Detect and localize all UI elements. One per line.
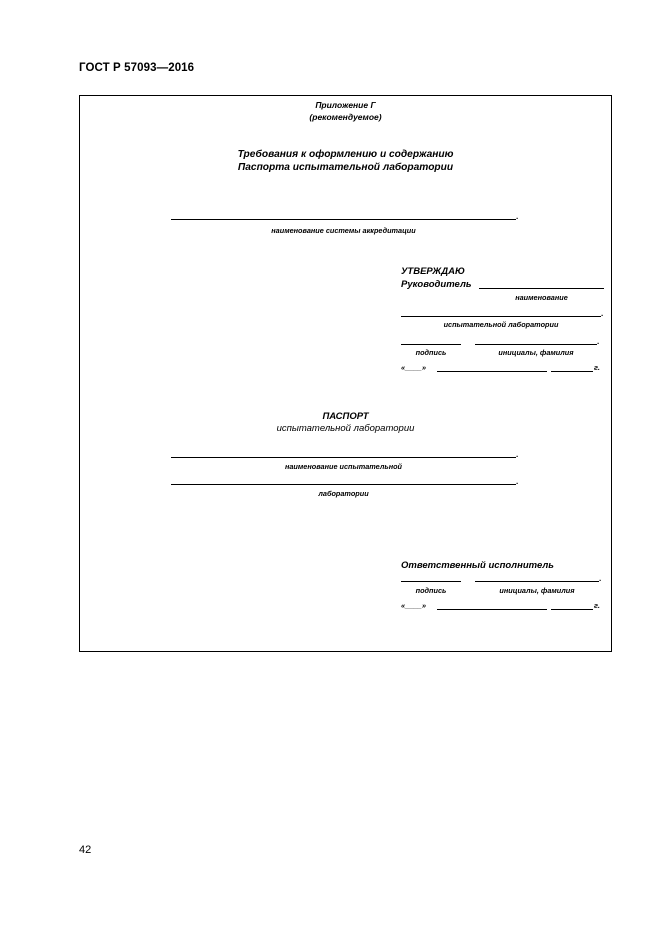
accreditation-line bbox=[171, 219, 516, 220]
head-name-caption: наименование bbox=[515, 293, 568, 302]
passport-lab-line1 bbox=[171, 457, 516, 458]
responsible-month-line bbox=[437, 609, 547, 610]
head-label: Руководитель bbox=[401, 279, 472, 290]
lab-name-line bbox=[401, 316, 601, 317]
passport-subtitle: испытательной лаборатории bbox=[276, 423, 415, 434]
responsible-signature-caption: подпись bbox=[415, 586, 447, 595]
approval-month-line bbox=[437, 371, 547, 372]
approval-year-line bbox=[551, 371, 593, 372]
responsible-initials-line-dot: . bbox=[599, 574, 602, 583]
accreditation-line-dot: . bbox=[516, 212, 519, 221]
responsible-initials-caption: инициалы, фамилия bbox=[499, 586, 575, 595]
signature-caption: подпись bbox=[415, 348, 447, 357]
standard-designation: ГОСТ Р 57093—2016 bbox=[79, 62, 195, 74]
initials-line bbox=[475, 344, 597, 345]
appendix-status: (рекомендуемое) bbox=[309, 112, 382, 122]
accreditation-caption: наименование системы аккредитации bbox=[271, 226, 416, 235]
passport-lab-caption1: наименование испытательной bbox=[284, 462, 403, 471]
responsible-initials-line bbox=[475, 581, 599, 582]
responsible-title: Ответственный исполнитель bbox=[401, 560, 554, 571]
approval-date-open: «____» bbox=[401, 363, 427, 372]
appendix-heading-line1: Требования к оформлению и содержанию bbox=[237, 149, 454, 160]
signature-line bbox=[401, 344, 461, 345]
responsible-signature-line bbox=[401, 581, 461, 582]
passport-lab-line2-dot: . bbox=[516, 477, 519, 486]
initials-line-dot: . bbox=[597, 337, 600, 346]
passport-lab-caption2: лаборатории bbox=[318, 489, 369, 498]
approval-year-suffix: г. bbox=[594, 363, 600, 372]
initials-caption: инициалы, фамилия bbox=[498, 348, 574, 357]
passport-lab-line1-dot: . bbox=[516, 450, 519, 459]
responsible-date-open: «____» bbox=[401, 601, 427, 610]
head-name-line bbox=[479, 288, 604, 289]
page-number: 42 bbox=[79, 844, 92, 856]
responsible-year-suffix: г. bbox=[594, 601, 600, 610]
appendix-heading-line2: Паспорта испытательной лаборатории bbox=[237, 162, 454, 173]
lab-name-line-dot: . bbox=[601, 309, 604, 318]
passport-lab-line2 bbox=[171, 484, 516, 485]
appendix-title: Приложение Г bbox=[315, 100, 376, 110]
responsible-year-line bbox=[551, 609, 593, 610]
lab-name-caption: испытательной лаборатории bbox=[443, 320, 559, 329]
passport-title: ПАСПОРТ bbox=[322, 411, 369, 422]
approve-label: УТВЕРЖДАЮ bbox=[401, 266, 465, 277]
